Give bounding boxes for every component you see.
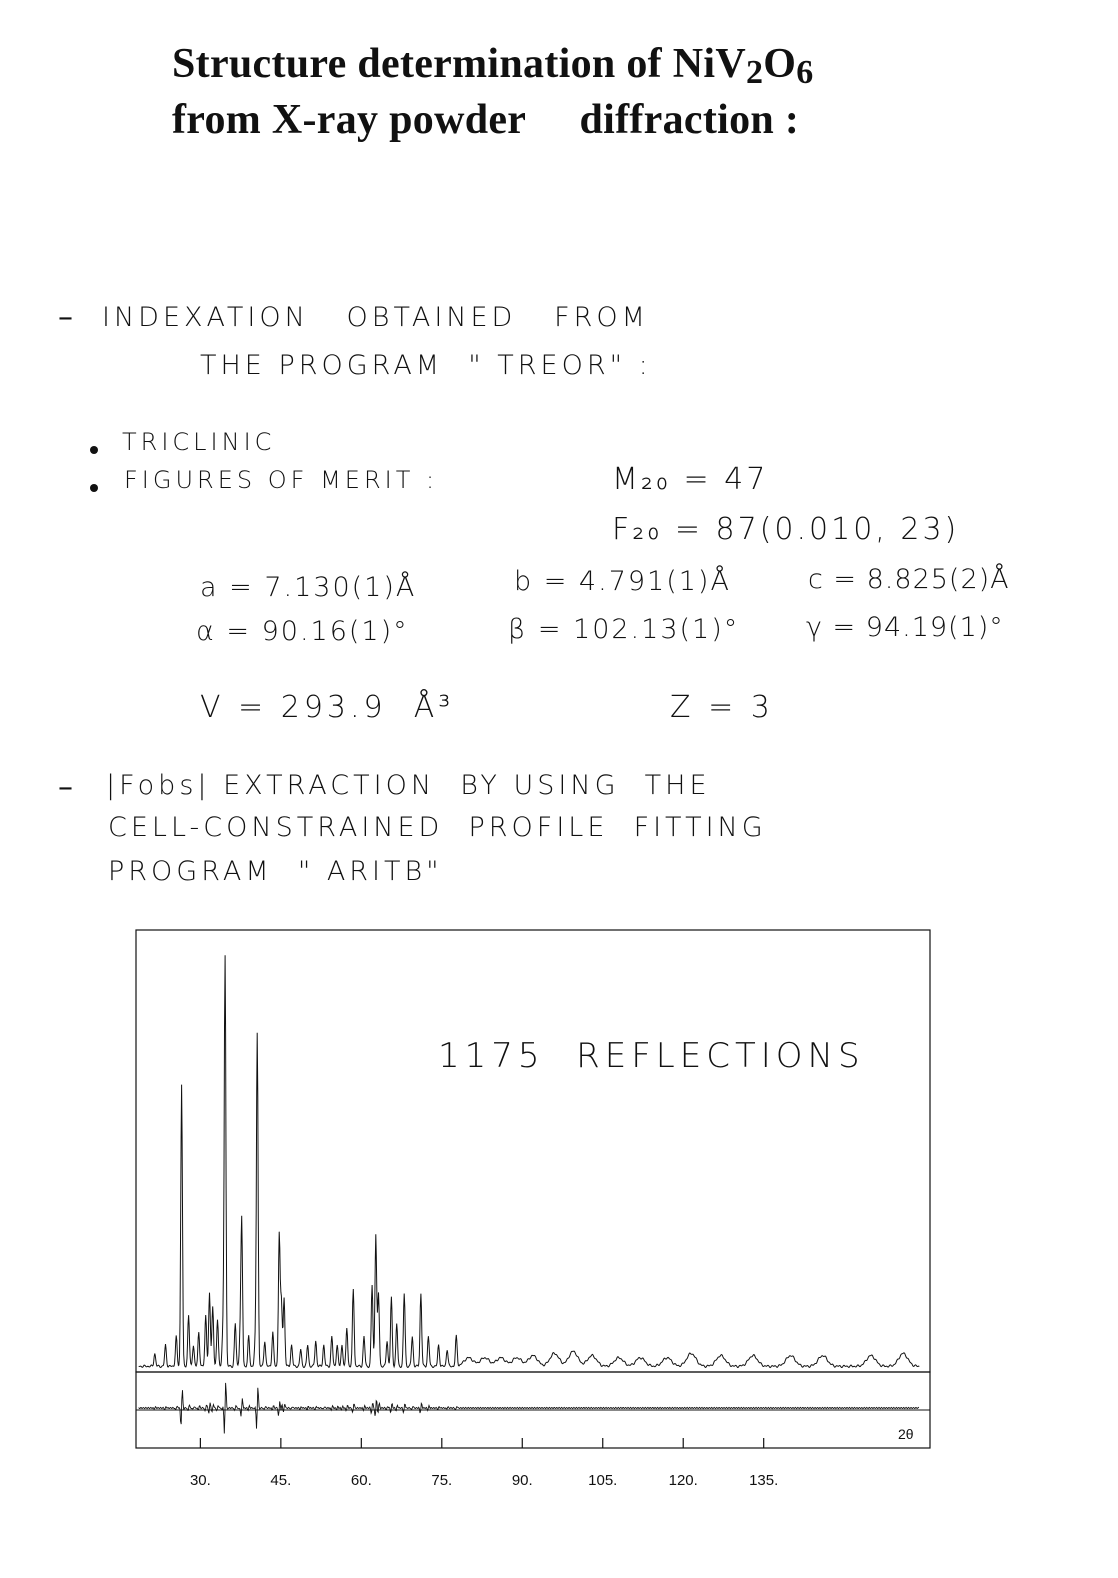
title-oxygen: O xyxy=(763,41,797,87)
x-axis-label: 2θ xyxy=(898,1426,914,1442)
page-title-line2: from X-ray powder diffraction : xyxy=(172,97,800,143)
cell-gamma: γ = 94.19(1)° xyxy=(806,612,1004,643)
difference-curve xyxy=(139,1383,919,1434)
section2-dash: – xyxy=(58,770,73,805)
title-text: Structure determination of NiV xyxy=(172,41,746,87)
section2-line1: |Fobs| EXTRACTION BY USING THE xyxy=(106,770,711,801)
cell-b: b = 4.791(1)Å xyxy=(514,566,731,597)
merit-f20: F₂₀ = 87(0.010, 23) xyxy=(612,512,960,547)
x-tick-label-3: 75. xyxy=(431,1472,453,1489)
section1-dash: – xyxy=(58,300,73,335)
x-tick-label-7: 135. xyxy=(749,1472,779,1489)
reflections-annotation: 1175 REFLECTIONS xyxy=(438,1036,865,1076)
bullet-figures-of-merit: FIGURES OF MERIT : xyxy=(124,466,439,494)
x-tick-label-2: 60. xyxy=(350,1472,372,1489)
x-tick-label-1: 45. xyxy=(270,1472,292,1489)
cell-alpha: α = 90.16(1)° xyxy=(196,616,409,647)
observed-pattern-line xyxy=(139,955,920,1367)
cell-volume: V = 293.9 Å³ xyxy=(200,690,455,725)
x-tick-label-6: 120. xyxy=(668,1472,698,1489)
section1-line2: THE PROGRAM " TREOR" : xyxy=(200,350,652,381)
x-tick-label-0: 30. xyxy=(189,1472,211,1489)
subscript-v: 2 xyxy=(745,54,764,91)
section2-line3: PROGRAM " ARITB" xyxy=(108,856,443,887)
subscript-o: 6 xyxy=(796,54,814,91)
cell-beta: β = 102.13(1)° xyxy=(508,614,740,645)
x-tick-label-5: 105. xyxy=(588,1472,618,1489)
x-tick-label-4: 90. xyxy=(511,1472,533,1489)
section1-line1: INDEXATION OBTAINED FROM xyxy=(102,302,649,333)
bullet-triclinic: TRICLINIC xyxy=(122,428,276,456)
cell-z: Z = 3 xyxy=(670,690,774,725)
cell-a: a = 7.130(1)Å xyxy=(200,572,417,603)
cell-c: c = 8.825(2)Å xyxy=(808,564,1010,595)
merit-m20: M₂₀ = 47 xyxy=(612,462,769,497)
section2-line2: CELL-CONSTRAINED PROFILE FITTING xyxy=(108,812,767,843)
